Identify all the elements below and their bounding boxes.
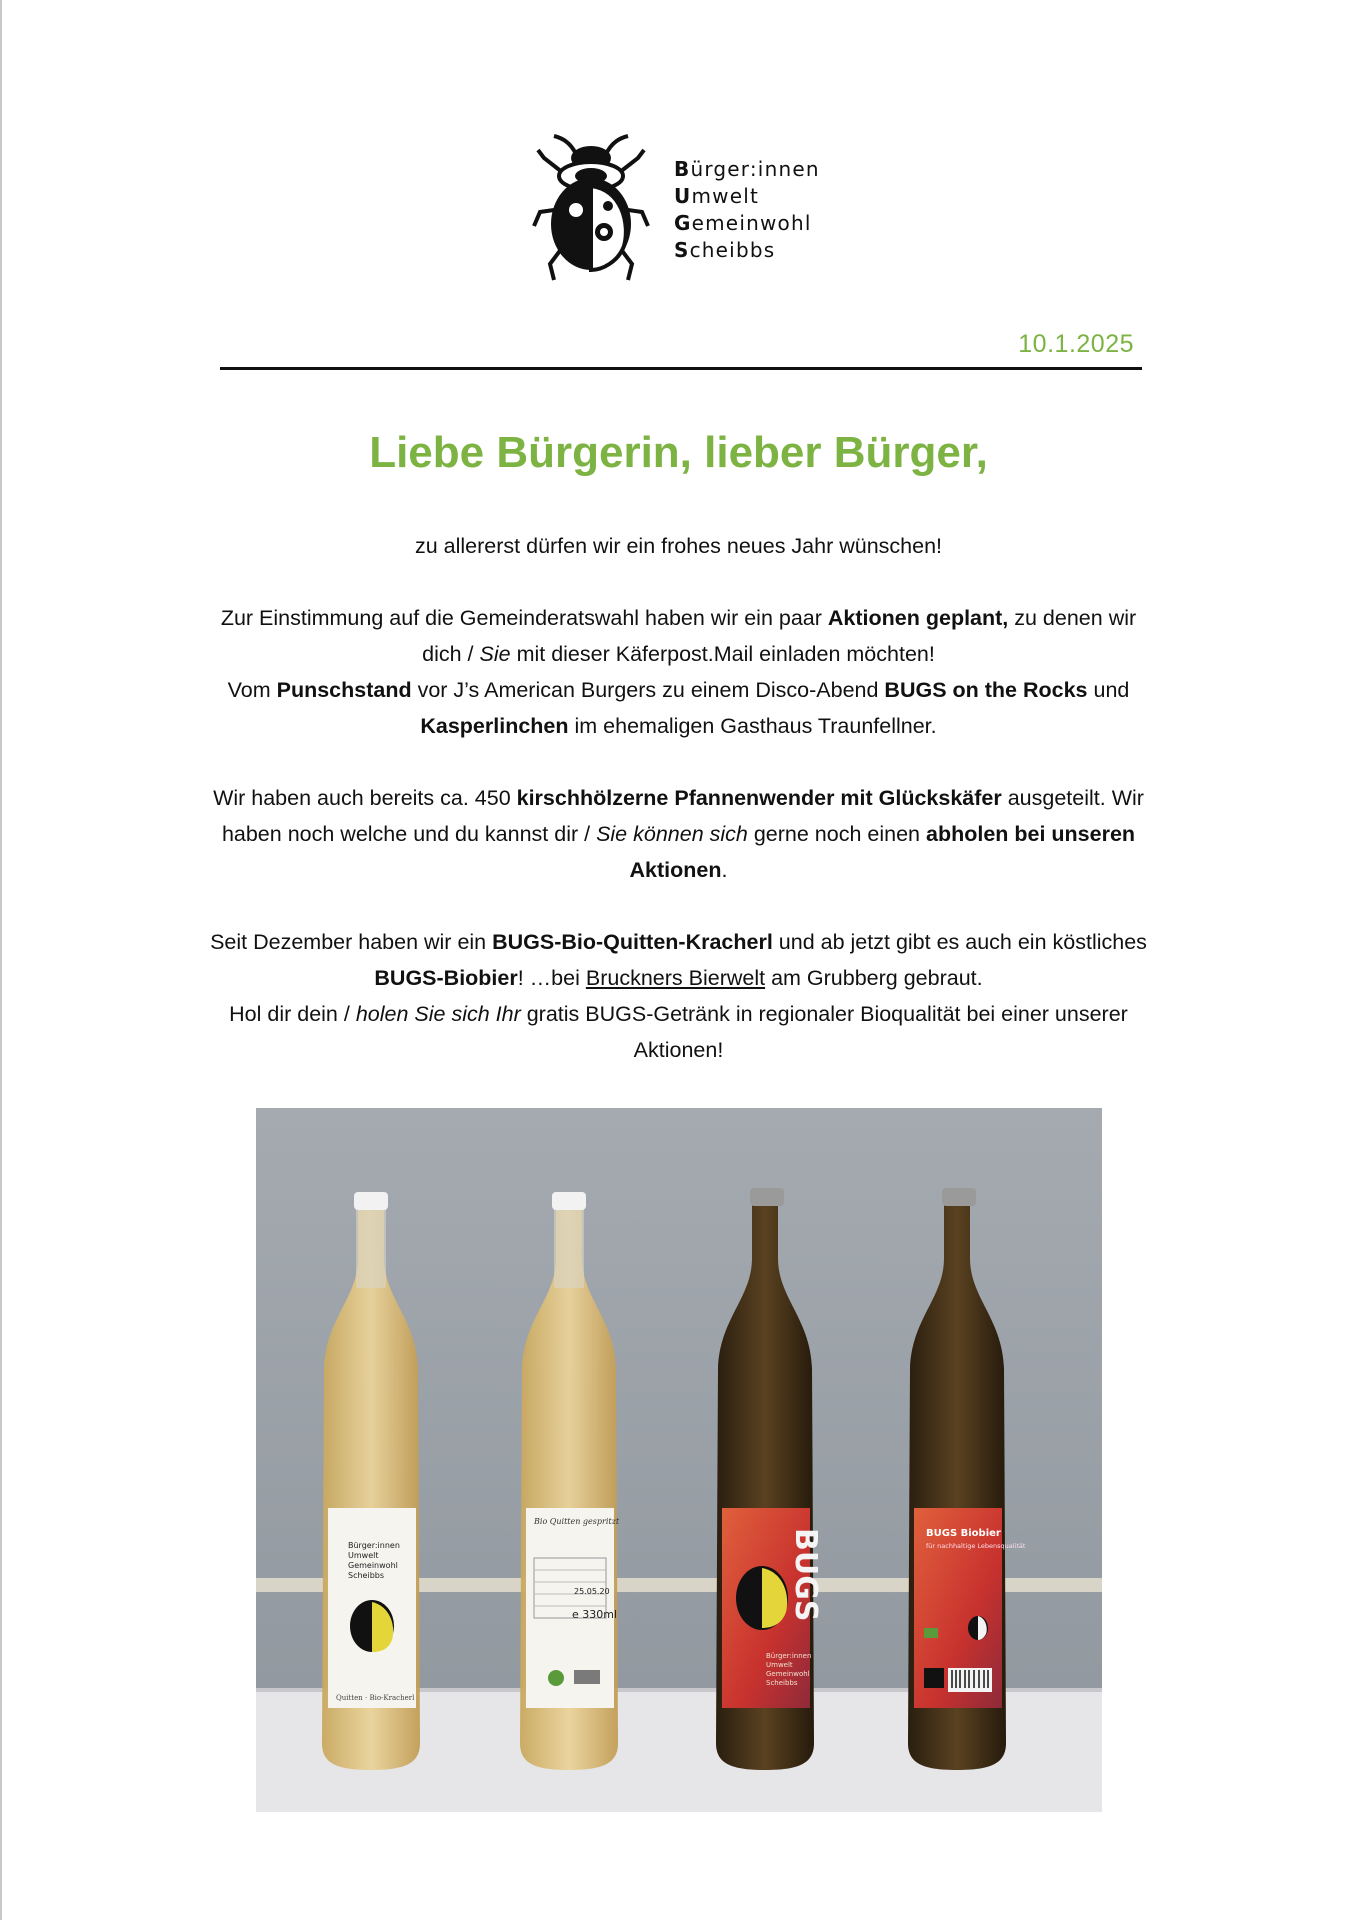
page-border xyxy=(0,0,2,1920)
svg-text:Gemeinwohl: Gemeinwohl xyxy=(766,1670,810,1678)
svg-text:BUGS Biobier: BUGS Biobier xyxy=(926,1528,1001,1539)
svg-text:Gemeinwohl: Gemeinwohl xyxy=(348,1561,398,1570)
svg-text:Scheibbs: Scheibbs xyxy=(766,1679,798,1687)
logo-line: Gemeinwohl xyxy=(674,211,812,235)
bruckners-bierwelt-link[interactable]: Bruckners Bierwelt xyxy=(585,966,766,990)
greeting-heading: Liebe Bürgerin, lieber Bürger, xyxy=(369,428,988,477)
svg-text:für nachhaltige Lebensqualität: für nachhaltige Lebensqualität xyxy=(926,1542,1026,1550)
logo xyxy=(532,128,832,288)
newsletter-date: 10.1.2025 xyxy=(1018,330,1134,358)
header xyxy=(0,128,1357,288)
svg-text:Bürger:innen: Bürger:innen xyxy=(766,1652,812,1660)
svg-text:BUGS: BUGS xyxy=(788,1528,823,1622)
paragraph-new-year: zu allererst dürfen wir ein frohes neues Jahr wünschen! xyxy=(414,534,943,558)
bottles-photo xyxy=(256,1108,1102,1812)
paragraph-actions: Zur Einstimmung auf die Gemeinderatswahl haben wir ein paar Aktionen geplant, zu denen wir dich / Sie mit dieser Käferpost.Mail einladen möchten! Vom Punschstand vor J’s American Burgers zu einem Disco-Abend BUGS on the Rocks und Kasperlinchen im ehemaligen Gasthaus Traunfellner. xyxy=(220,606,1137,738)
bottles-illustration xyxy=(256,1108,1102,1812)
svg-text:Quitten · Bio-Kracherl: Quitten · Bio-Kracherl xyxy=(336,1694,415,1702)
svg-text:Scheibbs: Scheibbs xyxy=(348,1571,385,1580)
svg-text:Bürger:innen: Bürger:innen xyxy=(348,1541,400,1550)
logo-line: Scheibbs xyxy=(674,238,776,262)
svg-text:Umwelt: Umwelt xyxy=(766,1661,793,1669)
logo-line: Umwelt xyxy=(674,184,759,208)
beetle-logo-icon xyxy=(532,128,650,286)
svg-text:Umwelt: Umwelt xyxy=(348,1551,379,1560)
paragraph-drinks: Seit Dezember haben wir ein BUGS-Bio-Quitten-Kracherl und ab jetzt gibt es auch ein köstliches BUGS-Biobier! …bei Bruckners Bierwelt am Grubberg gebraut. Hol dir dein / holen Sie sich Ihr gratis BUGS-Getränk in regionaler Bioqualität bei einer unserer Aktionen! xyxy=(210,930,1147,1062)
logo-line: Bürger:innen xyxy=(674,157,820,181)
svg-text:e 330ml: e 330ml xyxy=(572,1608,618,1621)
svg-text:25.05.20: 25.05.20 xyxy=(574,1587,610,1596)
svg-text:Bio Quitten gespritzt: Bio Quitten gespritzt xyxy=(534,1517,620,1526)
logo-wordmark xyxy=(674,156,820,264)
newsletter-body xyxy=(200,528,1157,1104)
paragraph-spatula: Wir haben auch bereits ca. 450 kirschhölzerne Pfannenwender mit Glückskäfer ausgeteilt. Wir haben noch welche und du kannst dir / Sie können sich gerne noch einen abholen bei unseren Aktionen. xyxy=(213,786,1144,882)
header-divider xyxy=(220,367,1142,370)
